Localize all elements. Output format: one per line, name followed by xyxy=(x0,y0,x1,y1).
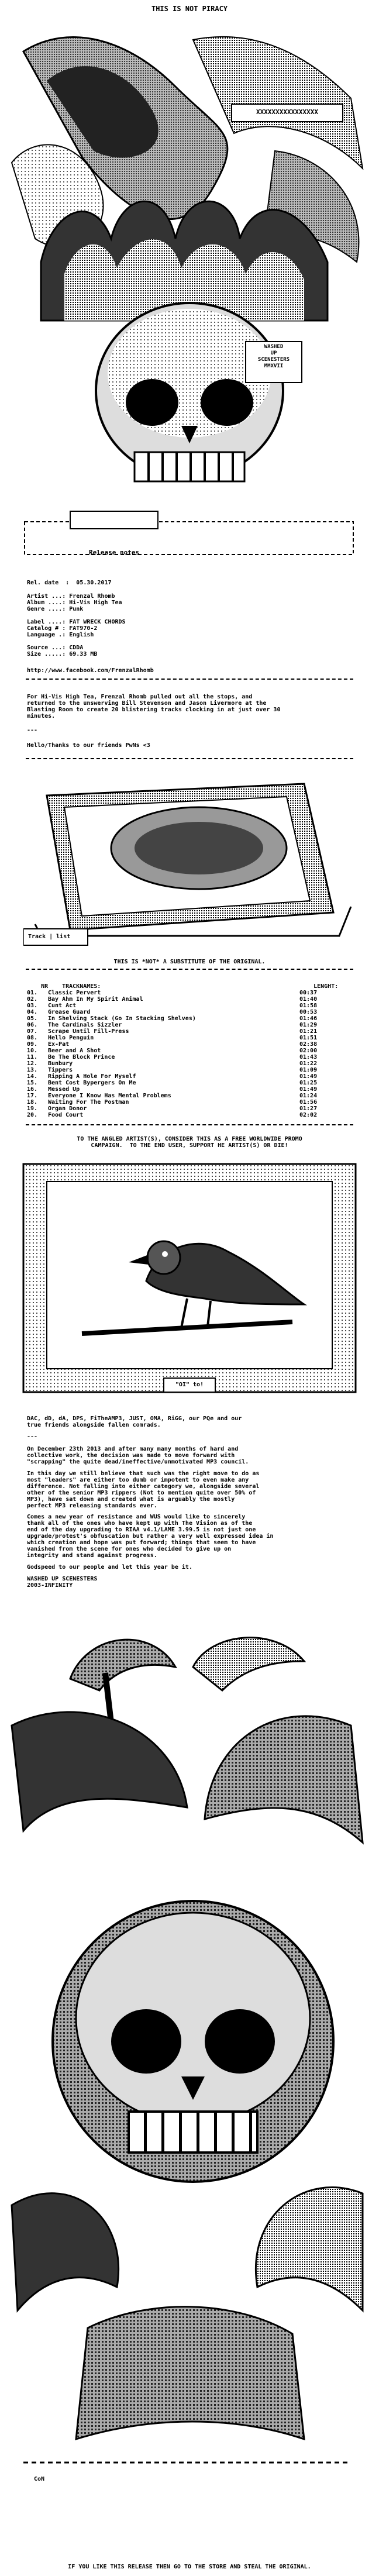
track-length: 02:02 xyxy=(299,1112,318,1118)
closing-paragraph: On December 23th 2013 and after many many months of hard and collective work, the decision was made to move forward with "scrapping" the quite dead/ineffective/unmotivated MP3 council. xyxy=(27,1446,249,1465)
track-row xyxy=(27,990,343,996)
track-length: 01:24 xyxy=(299,1093,318,1099)
track-row xyxy=(27,1009,343,1015)
top-art-svg xyxy=(0,16,379,502)
detail-line: Language .: English xyxy=(27,632,94,638)
track-row xyxy=(27,1041,343,1048)
track-no: 03. xyxy=(27,1003,38,1009)
track-length: 01:43 xyxy=(299,1054,318,1060)
track-name: Bent Cost Bypergers On Me xyxy=(48,1080,136,1086)
track-no: 09. xyxy=(27,1041,38,1048)
track-no: 17. xyxy=(27,1093,38,1099)
facebook-url[interactable]: http://www.facebook.com/FrenzalRhomb xyxy=(27,667,154,674)
track-length: 01:46 xyxy=(299,1015,318,1022)
track-name: Be The Block Prince xyxy=(48,1054,115,1060)
release-notes-heading: Release notes xyxy=(89,549,140,556)
track-length: 01:51 xyxy=(299,1035,318,1041)
divider xyxy=(26,758,353,759)
banner-text: XXXXXXXXXXXXXXXX xyxy=(256,108,318,116)
release-notes-frame-svg xyxy=(23,510,354,556)
artist-tag: CoN xyxy=(34,2476,45,2482)
header-no: NR xyxy=(41,983,49,990)
track-name: Hello Penguin xyxy=(48,1035,94,1041)
track-length: 01:40 xyxy=(299,996,318,1003)
scroll-art xyxy=(23,760,354,948)
track-name: Ex-Pat xyxy=(48,1041,70,1048)
track-name: Tippers xyxy=(48,1067,73,1073)
track-no: 12. xyxy=(27,1060,38,1067)
header-name: TRACKNAMES: xyxy=(62,983,101,990)
track-no: 10. xyxy=(27,1048,38,1054)
track-no: 01. xyxy=(27,990,38,996)
track-row xyxy=(27,1035,343,1041)
track-row xyxy=(27,1015,343,1022)
track-name: Grease Guard xyxy=(48,1009,91,1015)
greetings: DAC, dD, dA, DPS, FiTheAMP3, JUST, OMA, RiGG, our PQe and our true friends alongside fallen comrads. xyxy=(27,1416,242,1428)
track-no: 16. xyxy=(27,1086,38,1093)
bird-art-svg xyxy=(12,1158,367,1404)
track-name: The Cardinals Sizzler xyxy=(48,1022,122,1028)
track-no: 13. xyxy=(27,1067,38,1073)
track-no: 18. xyxy=(27,1099,38,1106)
divider xyxy=(26,679,353,680)
top-ascii-art xyxy=(0,16,379,502)
divider xyxy=(26,1124,353,1125)
track-length: 02:38 xyxy=(299,1041,318,1048)
track-name: Bay Ahm In My Spirit Animal xyxy=(48,996,143,1003)
track-length: 01:09 xyxy=(299,1067,318,1073)
bottom-art-svg xyxy=(0,1597,379,2544)
release-date: Rel. date : 05.30.2017 xyxy=(27,580,112,586)
track-name: Classic Pervert xyxy=(48,990,101,996)
thanks-text: Hello/Thanks to our friends PwNs <3 xyxy=(27,742,150,749)
track-length: 01:49 xyxy=(299,1086,318,1093)
closing-paragraph: Godspeed to our people and let this year be it. xyxy=(27,1564,192,1571)
track-name: In Shelving Stack (Go In Stacking Shelves) xyxy=(48,1015,196,1022)
track-row xyxy=(27,1099,343,1106)
track-name: Food Court xyxy=(48,1112,84,1118)
track-row xyxy=(27,1003,343,1009)
detail-line: Catalog # : FAT970-2 xyxy=(27,625,98,632)
promo-text: TO THE ANGLED ARTIST(S), CONSIDER THIS AS A FREE WORLDWIDE PROMO CAMPAIGN. TO THE END USER, SUPPORT HE ARTIST(S) OR DIE! xyxy=(77,1136,302,1149)
track-name: Ripping A Hole For Myself xyxy=(48,1073,136,1080)
track-row xyxy=(27,1054,343,1060)
detail-line: Source ...: CDDA xyxy=(27,645,84,651)
track-length: 01:49 xyxy=(299,1073,318,1080)
track-no: 20. xyxy=(27,1112,38,1118)
release-group-badge: WASHED UP SCENESTERS MMXVII xyxy=(257,344,290,369)
release-notes-frame xyxy=(23,510,354,556)
track-no: 07. xyxy=(27,1028,38,1035)
detail-line: Artist ...: Frenzal Rhomb xyxy=(27,593,115,600)
header-text: THIS IS NOT PIRACY xyxy=(151,5,228,13)
track-name: Waiting For The Postman xyxy=(48,1099,129,1106)
detail-line: Genre ....: Punk xyxy=(27,606,84,612)
track-length: 01:56 xyxy=(299,1099,318,1106)
track-name: Organ Donor xyxy=(48,1106,87,1112)
track-no: 02. xyxy=(27,996,38,1003)
track-length: 01:29 xyxy=(299,1022,318,1028)
track-row xyxy=(27,1112,343,1118)
not-substitute-notice: THIS IS *NOT* A SUBSTITUTE OF THE ORIGINAL. xyxy=(113,959,266,965)
bird-art xyxy=(12,1158,367,1404)
tracklist-tab: Track | list xyxy=(28,934,71,940)
track-row xyxy=(27,1048,343,1054)
track-no: 04. xyxy=(27,1009,38,1015)
footer-text: IF YOU LIKE THIS RELEASE THEN GO TO THE STORE AND STEAL THE ORIGINAL. xyxy=(68,2564,311,2570)
track-length: 01:22 xyxy=(299,1060,318,1067)
closing-paragraph: Comes a new year of resistance and WUS would like to sincerely thank all of the ones who have kept up with The Vision as of the end of the day upgrading to RIAA v4.1/LAME 3.99.5 is not just one upgrade/protest's obfuscation but rather a very well expressed idea in which creation and hope was put forward; things that seem to have vanished from the scene for ones who decided to give up on integrity and stand against progress. xyxy=(27,1514,274,1559)
track-no: 06. xyxy=(27,1022,38,1028)
bottom-ascii-art xyxy=(0,1597,379,2544)
track-length: 01:27 xyxy=(299,1106,318,1112)
header-length: LENGHT: xyxy=(313,983,339,990)
track-length: 01:21 xyxy=(299,1028,318,1035)
scroll-art-svg xyxy=(23,760,354,948)
track-no: 15. xyxy=(27,1080,38,1086)
closing-paragraph: In this day we still believe that such was the right move to do as most "leaders" are either too dumb or impotent to even make any difference. Not falling into either category we, alongside several other of the senior MP3 rippers (Not to mention quite over 50% of MP3), have sat down and created what is arguably the mostly perfect MP3 releasing standards ever. xyxy=(27,1470,260,1509)
track-name: Scrape Until Fill-Press xyxy=(48,1028,129,1035)
description: For Hi-Vis High Tea, Frenzal Rhomb pulled out all the stops, and returned to the unswerving Bill Stevenson and Jason Livermore at the Blasting Room to create 20 blistering tracks clocking in at just over 30 minutes. xyxy=(27,694,281,719)
track-length: 01:25 xyxy=(299,1080,318,1086)
track-name: Beer and A Shot xyxy=(48,1048,101,1054)
track-no: 08. xyxy=(27,1035,38,1041)
track-row xyxy=(27,1093,343,1099)
track-no: 19. xyxy=(27,1106,38,1112)
track-row xyxy=(27,996,343,1003)
track-length: 00:53 xyxy=(299,1009,318,1015)
divider xyxy=(26,969,353,970)
track-name: Bunbury xyxy=(48,1060,73,1067)
detail-line: Album ....: Hi-Vis High Tea xyxy=(27,600,122,606)
track-no: 11. xyxy=(27,1054,38,1060)
track-row xyxy=(27,1086,343,1093)
track-row xyxy=(27,1073,343,1080)
track-row xyxy=(27,1028,343,1035)
detail-line: Label ....: FAT WRECK CHORDS xyxy=(27,619,126,625)
track-name: Everyone I Know Has Mental Problems xyxy=(48,1093,171,1099)
track-row xyxy=(27,1067,343,1073)
track-length: 02:00 xyxy=(299,1048,318,1054)
track-length: 01:58 xyxy=(299,1003,318,1009)
separator: --- xyxy=(27,1434,38,1440)
track-no: 05. xyxy=(27,1015,38,1022)
track-no: 14. xyxy=(27,1073,38,1080)
track-row xyxy=(27,1106,343,1112)
track-row xyxy=(27,1060,343,1067)
track-length: 00:37 xyxy=(299,990,318,996)
separator: --- xyxy=(27,727,38,733)
track-row xyxy=(27,1080,343,1086)
shout-out: "OI" to! xyxy=(175,1382,204,1388)
detail-line: Size .....: 69.33 MB xyxy=(27,651,98,657)
track-name: Cunt Act xyxy=(48,1003,77,1009)
track-row xyxy=(27,1022,343,1028)
signature: WASHED UP SCENESTERS 2003-INFINITY xyxy=(27,1576,98,1589)
track-name: Messed Up xyxy=(48,1086,80,1093)
